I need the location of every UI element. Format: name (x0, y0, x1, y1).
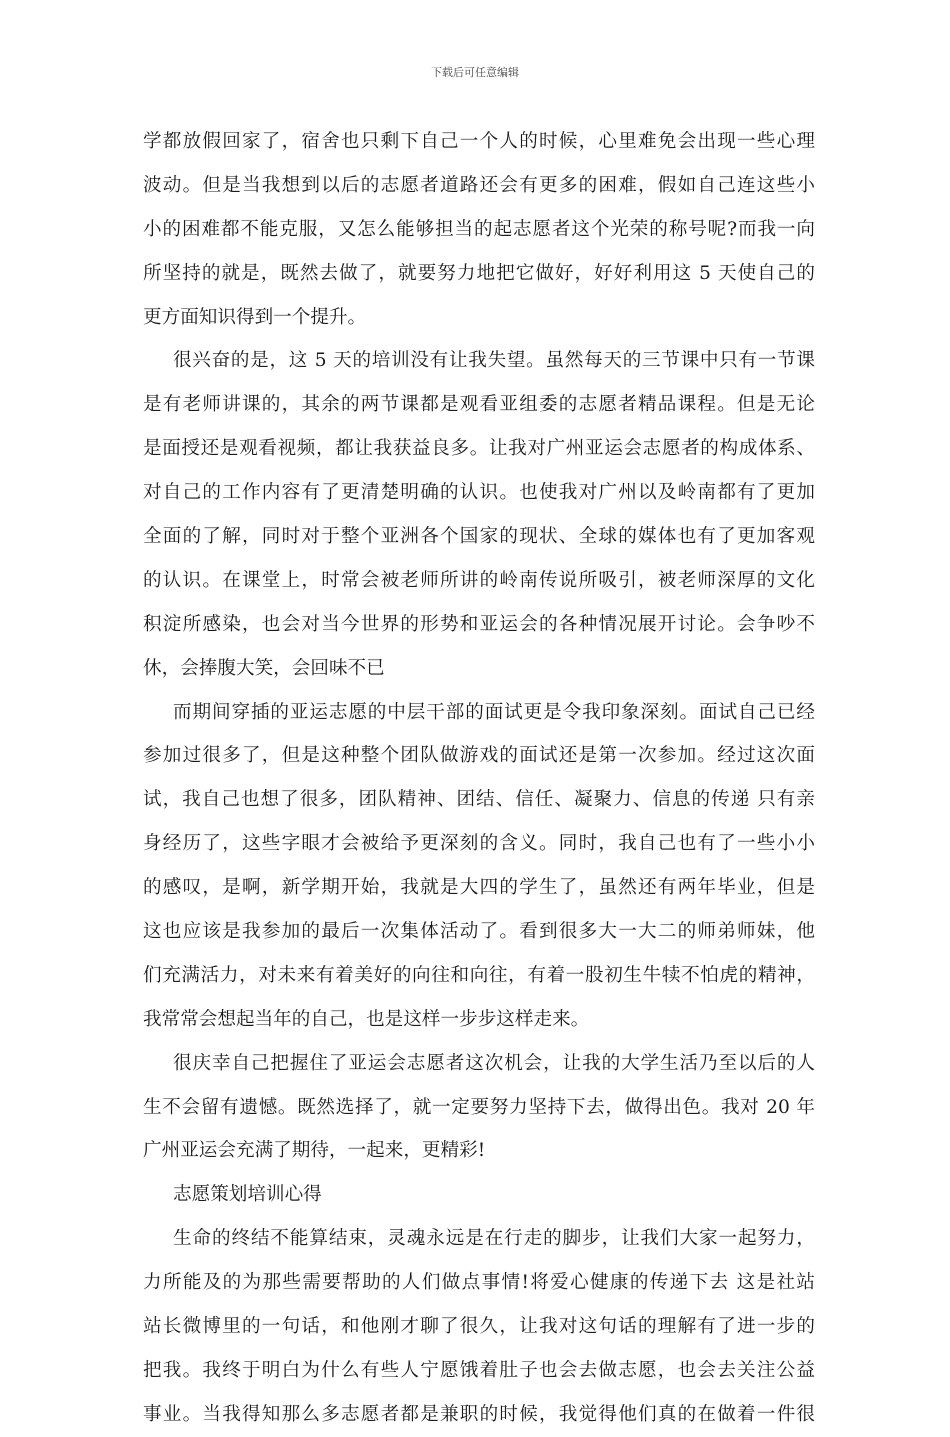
text-line: 学都放假回家了，宿舍也只剩下自己一个人的时候，心里难免会出现一些心理 (143, 131, 815, 152)
paragraph-first-line: 生命的终结不能算结束，灵魂永远是在行走的脚步，让我们大家一起努力， (173, 1228, 815, 1250)
text-line: 是有老师讲课的，其余的两节课都是观看亚组委的志愿者精品课程。但是无论 (143, 394, 815, 416)
text-line: 波动。但是当我想到以后的志愿者道路还会有更多的困难，假如自己连这些小 (143, 174, 815, 196)
paragraph-first-line: 很庆幸自己把握住了亚运会志愿者这次机会，让我的大学生活乃至以后的人 (173, 1052, 815, 1074)
text-line: 的感叹，是啊，新学期开始，我就是大四的学生了，虽然还有两年毕业，但是 (143, 877, 815, 899)
text-line: 所坚持的就是，既然去做了，就要努力地把它做好，好好利用这 5 天使自己的 (143, 262, 815, 284)
text-line: 这也应该是我参加的最后一次集体活动了。看到很多大一大二的师弟师妹，他 (143, 921, 815, 943)
text-line: 休，会捧腹大笑，会回味不已 (143, 657, 385, 679)
text-line: 生不会留有遗憾。既然选择了，就一定要努力坚持下去，做得出色。我对 20 年 (143, 1096, 815, 1118)
section-heading: 志愿策划培训心得 (173, 1184, 322, 1206)
text-line: 力所能及的为那些需要帮助的人们做点事情!将爱心健康的传递下去 这是社站 (143, 1272, 815, 1294)
text-line: 积淀所感染，也会对当今世界的形势和亚运会的各种情况展开讨论。会争吵不 (143, 613, 815, 635)
text-line: 我常常会想起当年的自己，也是这样一步步这样走来。 (143, 1008, 590, 1030)
text-line: 对自己的工作内容有了更清楚明确的认识。也使我对广州以及岭南都有了更加 (143, 482, 815, 504)
text-line: 站长微博里的一句话，和他刚才聊了很久，让我对这句话的理解有了进一步的 (143, 1316, 815, 1338)
document-body (143, 120, 815, 1437)
text-line: 小的困难都不能克服，又怎么能够担当的起志愿者这个光荣的称号呢?而我一向 (143, 218, 815, 240)
page-header: 下载后可任意编辑 (431, 66, 519, 79)
text-line: 更方面知识得到一个提升。 (143, 306, 367, 328)
text-line: 身经历了，这些字眼才会被给予更深刻的含义。同时，我自己也有了一些小小 (143, 833, 815, 855)
text-line: 的认识。在课堂上，时常会被老师所讲的岭南传说所吸引，被老师深厚的文化 (143, 569, 815, 591)
text-line: 全面的了解，同时对于整个亚洲各个国家的现状、全球的媒体也有了更加客观 (143, 526, 815, 548)
text-line: 广州亚运会充满了期待，一起来，更精彩! (143, 1140, 486, 1162)
text-line: 是面授还是观看视频，都让我获益良多。让我对广州亚运会志愿者的构成体系、 (143, 438, 815, 460)
text-line: 事业。当我得知那么多志愿者都是兼职的时候，我觉得他们真的在做着一件很 (143, 1403, 815, 1425)
text-line: 把我。我终于明白为什么有些人宁愿饿着肚子也会去做志愿，也会去关注公益 (143, 1359, 815, 1381)
text-line: 参加过很多了，但是这种整个团队做游戏的面试还是第一次参加。经过这次面 (143, 745, 815, 767)
paragraph-first-line: 而期间穿插的亚运志愿的中层干部的面试更是令我印象深刻。面试自己已经 (173, 701, 815, 723)
text-line: 们充满活力，对未来有着美好的向往和向往，有着一股初生牛犊不怕虎的精神， (143, 964, 815, 986)
text-line: 试，我自己也想了很多，团队精神、团结、信任、凝聚力、信息的传递 只有亲 (143, 789, 815, 811)
paragraph-first-line: 很兴奋的是，这 5 天的培训没有让我失望。虽然每天的三节课中只有一节课 (173, 350, 815, 372)
